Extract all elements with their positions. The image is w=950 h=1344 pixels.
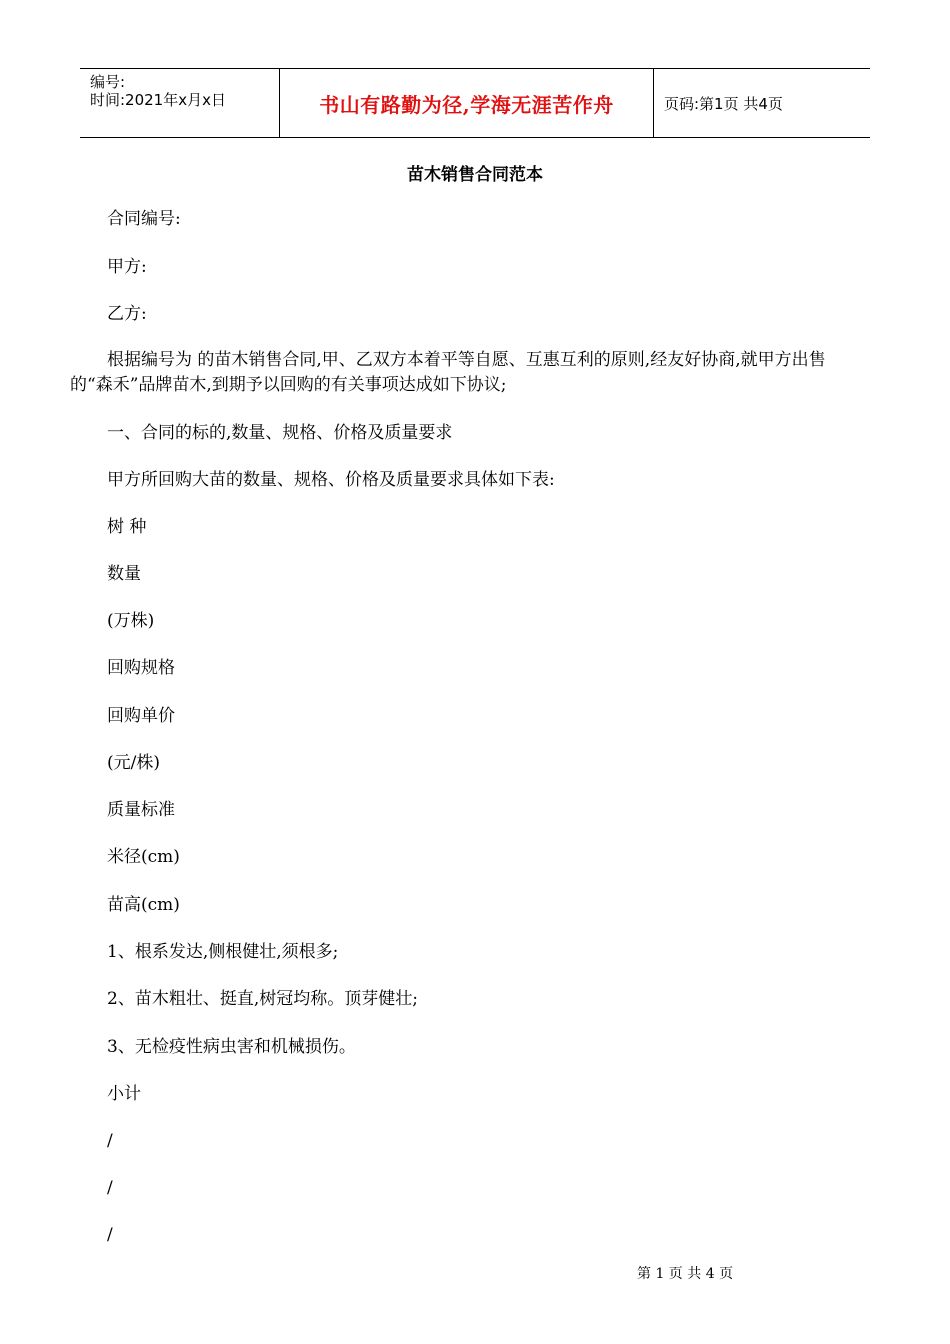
list-item: 苗高(cm) — [107, 895, 180, 915]
list-item: (万株) — [107, 611, 155, 631]
list-item: 小计 — [107, 1084, 141, 1104]
page-header — [80, 68, 870, 138]
list-item: 数量 — [107, 564, 141, 584]
list-item: (元/株) — [107, 753, 160, 773]
list-item: 3、无检疫性病虫害和机械损伤。 — [107, 1037, 356, 1057]
list-item: 1、根系发达,侧根健壮,须根多; — [107, 942, 339, 962]
list-item: 米径(cm) — [107, 847, 180, 867]
contract-number-line: 合同编号: — [107, 209, 181, 229]
header-page-info: 页码:第1页 共4页 — [664, 94, 783, 113]
page-footer: 第 1 页 共 4 页 — [637, 1266, 734, 1282]
intro-paragraph: 根据编号为 的苗木销售合同,甲、乙双方本着平等自愿、互惠互利的原则,经友好协商,就甲方出售的“森禾”品牌苗木,到期予以回购的有关事项达成如下协议; — [70, 350, 826, 395]
list-item: 甲方所回购大苗的数量、规格、价格及质量要求具体如下表: — [107, 470, 555, 490]
header-motto: 书山有路勤为径,学海无涯苦作舟 — [280, 69, 654, 137]
document-title: 苗木销售合同范本 — [407, 165, 543, 185]
header-meta — [80, 69, 280, 137]
list-item: 2、苗木粗壮、挺直,树冠均称。顶芽健壮; — [107, 989, 418, 1009]
section-heading: 一、合同的标的,数量、规格、价格及质量要求 — [107, 423, 453, 443]
list-item: 质量标准 — [107, 800, 175, 820]
list-item: / — [107, 1131, 113, 1151]
party-b-line: 乙方: — [107, 304, 147, 324]
list-item: 回购规格 — [107, 658, 175, 678]
list-item: 树 种 — [107, 517, 147, 537]
party-a-line: 甲方: — [107, 257, 147, 277]
list-item: / — [107, 1225, 113, 1245]
list-item: 回购单价 — [107, 706, 175, 726]
header-time-label: 时间:2021年x月x日 — [90, 91, 226, 109]
list-item: / — [107, 1178, 113, 1198]
header-number-label: 编号: — [90, 73, 126, 91]
